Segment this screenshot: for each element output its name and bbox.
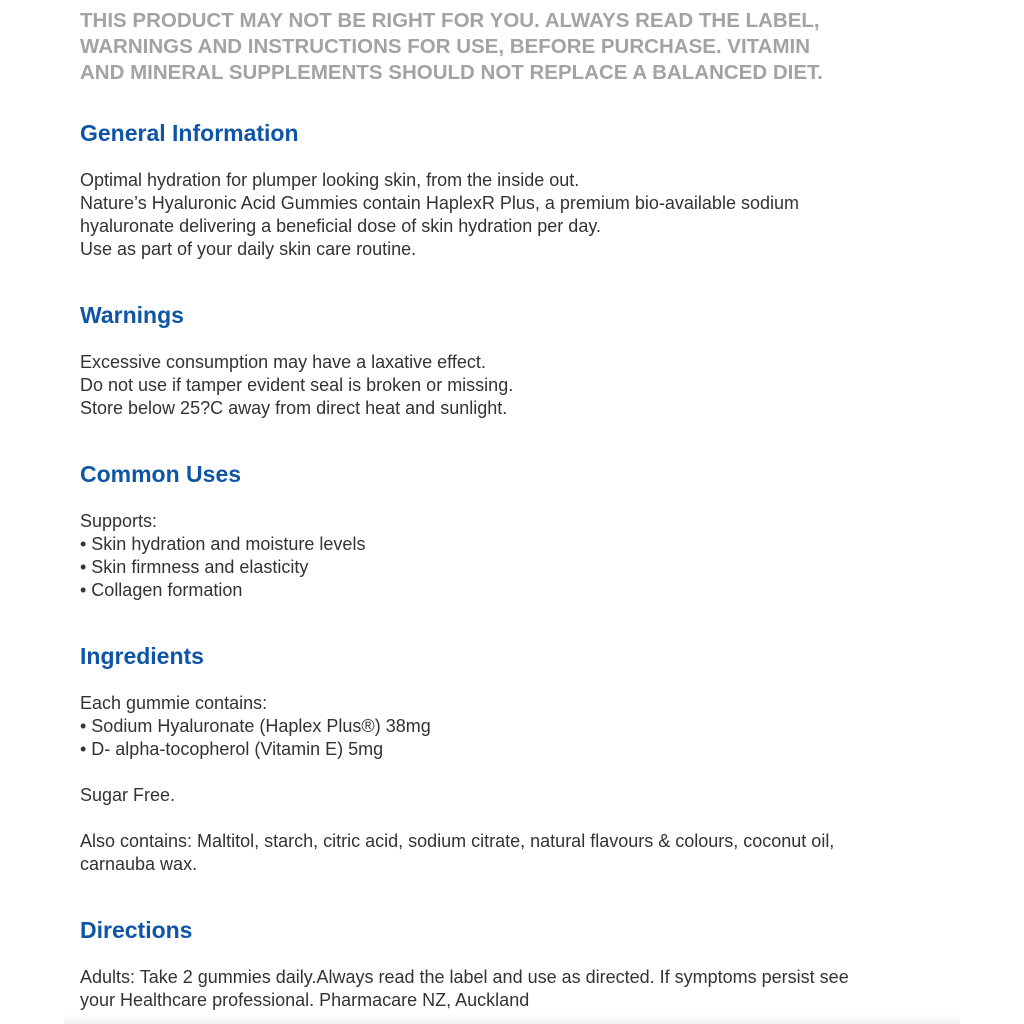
list-item: • Skin hydration and moisture levels [80,534,366,554]
bottom-shadow [64,1014,960,1024]
common-uses-body [80,510,960,602]
disclaimer-line: WARNINGS AND INSTRUCTIONS FOR USE, BEFORE PURCHASE. VITAMIN [80,35,811,58]
list-item: • D- alpha-tocopherol (Vitamin E) 5mg [80,739,384,759]
paragraph-line: Sugar Free. [80,785,176,805]
common-uses-heading: Common Uses [80,461,242,487]
general-information-heading: General Information [80,120,299,146]
paragraph-line: Excessive consumption may have a laxative effect. [80,352,486,372]
spacer [80,761,960,784]
paragraph-line: carnauba wax. [80,854,198,874]
paragraph-line: hyaluronate delivering a beneficial dose of skin hydration per day. [80,216,601,236]
paragraph-line: Adults: Take 2 gummies daily.Always read the label and use as directed. If symptoms persist see [80,967,849,987]
spacer [80,807,960,830]
paragraph-line: Optimal hydration for plumper looking skin, from the inside out. [80,170,580,190]
paragraph-line: your Healthcare professional. Pharmacare NZ, Auckland [80,990,530,1010]
paragraph-line: Use as part of your daily skin care routine. [80,239,417,259]
paragraph-line: Also contains: Maltitol, starch, citric acid, sodium citrate, natural flavours & colours, coconut oil, [80,831,835,851]
general-information-body [80,169,960,261]
ingredients-body [80,692,960,876]
warnings-body [80,351,960,420]
disclaimer-notice [80,8,980,86]
paragraph-line: Each gummie contains: [80,693,268,713]
paragraph-line: Do not use if tamper evident seal is broken or missing. [80,375,514,395]
paragraph-line: Store below 25?C away from direct heat and sunlight. [80,398,508,418]
paragraph-line: Nature’s Hyaluronic Acid Gummies contain HaplexR Plus, a premium bio-available sodium [80,193,799,213]
ingredients-heading: Ingredients [80,643,204,669]
directions-body [80,966,960,1012]
paragraph-line: Supports: [80,511,158,531]
disclaimer-line: AND MINERAL SUPPLEMENTS SHOULD NOT REPLACE A BALANCED DIET. [80,61,823,84]
disclaimer-line: THIS PRODUCT MAY NOT BE RIGHT FOR YOU. ALWAYS READ THE LABEL, [80,9,820,32]
list-item: • Skin firmness and elasticity [80,557,309,577]
list-item: • Sodium Hyaluronate (Haplex Plus®) 38mg [80,716,431,736]
warnings-heading: Warnings [80,302,184,328]
directions-heading: Directions [80,917,193,943]
list-item: • Collagen formation [80,580,243,600]
